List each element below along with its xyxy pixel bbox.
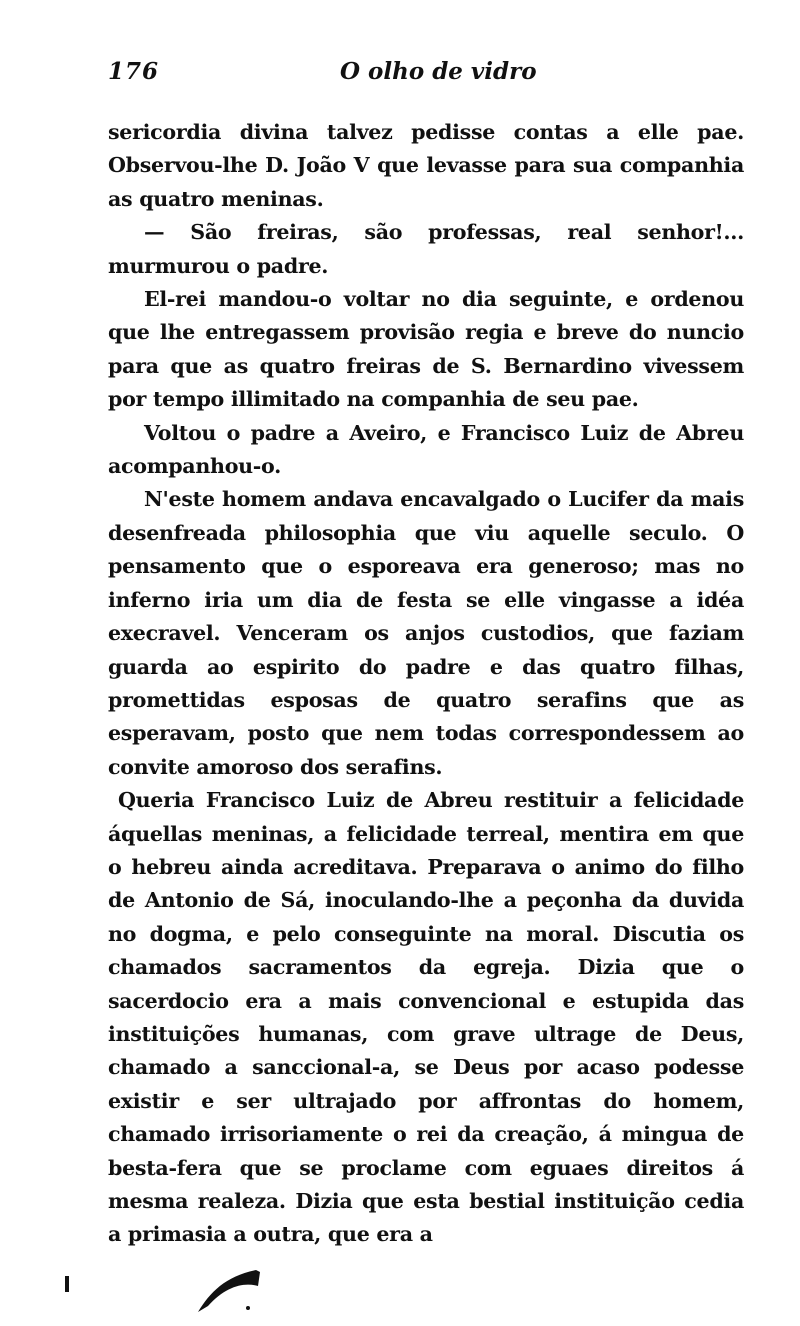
paragraph: Voltou o padre a Aveiro, e Francisco Luiz de Abreu acompanhou-o. [108, 420, 744, 479]
page-number: 176 [108, 58, 160, 85]
page-header [108, 58, 748, 90]
running-title: O olho de vidro [340, 58, 537, 85]
paragraph: — São freiras, são professas, real senhor!... murmurou o padre. [108, 220, 744, 278]
printer-flourish-icon [196, 1262, 266, 1316]
paragraph: Queria Francisco Luiz de Abreu restituir a felicidade áquellas meninas, a felicidade terreal, mentira em que o hebreu ainda acreditava. Preparava o animo do filho de Antonio de Sá, inoculando-lhe a peçonha da duvida no dogma, e pelo conseguinte na moral. Discutia os chamados sacramentos da egreja. Dizia que o sacerdocio era a mais convencional e estupida das instituições humanas, com grave ultrage de Deus, chamado a sanccional-a, se Deus por acaso podesse existir e ser ultrajado por affrontas do homem, chamado irrisoriamente o rei da creação, á mingua de besta-fera que se proclame com eguaes direitos á mesma realeza. Dizia que esta bestial instituição cedia a primasia a outra, que era a [108, 788, 744, 1247]
ink-speck-icon [64, 1274, 70, 1296]
body-text [108, 116, 744, 1252]
paragraph: El-rei mandou-o voltar no dia seguinte, e ordenou que lhe entregassem provisão regia e breve do nuncio para que as quatro freiras de S. Bernardino vivessem por tempo illimitado na companhia de seu pae. [108, 287, 744, 412]
paragraph: N'este homem andava encavalgado o Lucifer da mais desenfreada philosophia que viu aquelle seculo. O pensamento que o esporeava era generoso; mas no inferno iria um dia de festa se elle vingasse a idéa execravel. Venceram os anjos custodios, que faziam guarda ao espirito do padre e das quatro filhas, promettidas esposas de quatro serafins que as esperavam, posto que nem todas correspondessem ao convite amoroso dos serafins. [108, 487, 744, 779]
paragraph: sericordia divina talvez pedisse contas a elle pae. Observou-lhe D. João V que levasse para sua companhia as quatro meninas. [108, 120, 744, 211]
